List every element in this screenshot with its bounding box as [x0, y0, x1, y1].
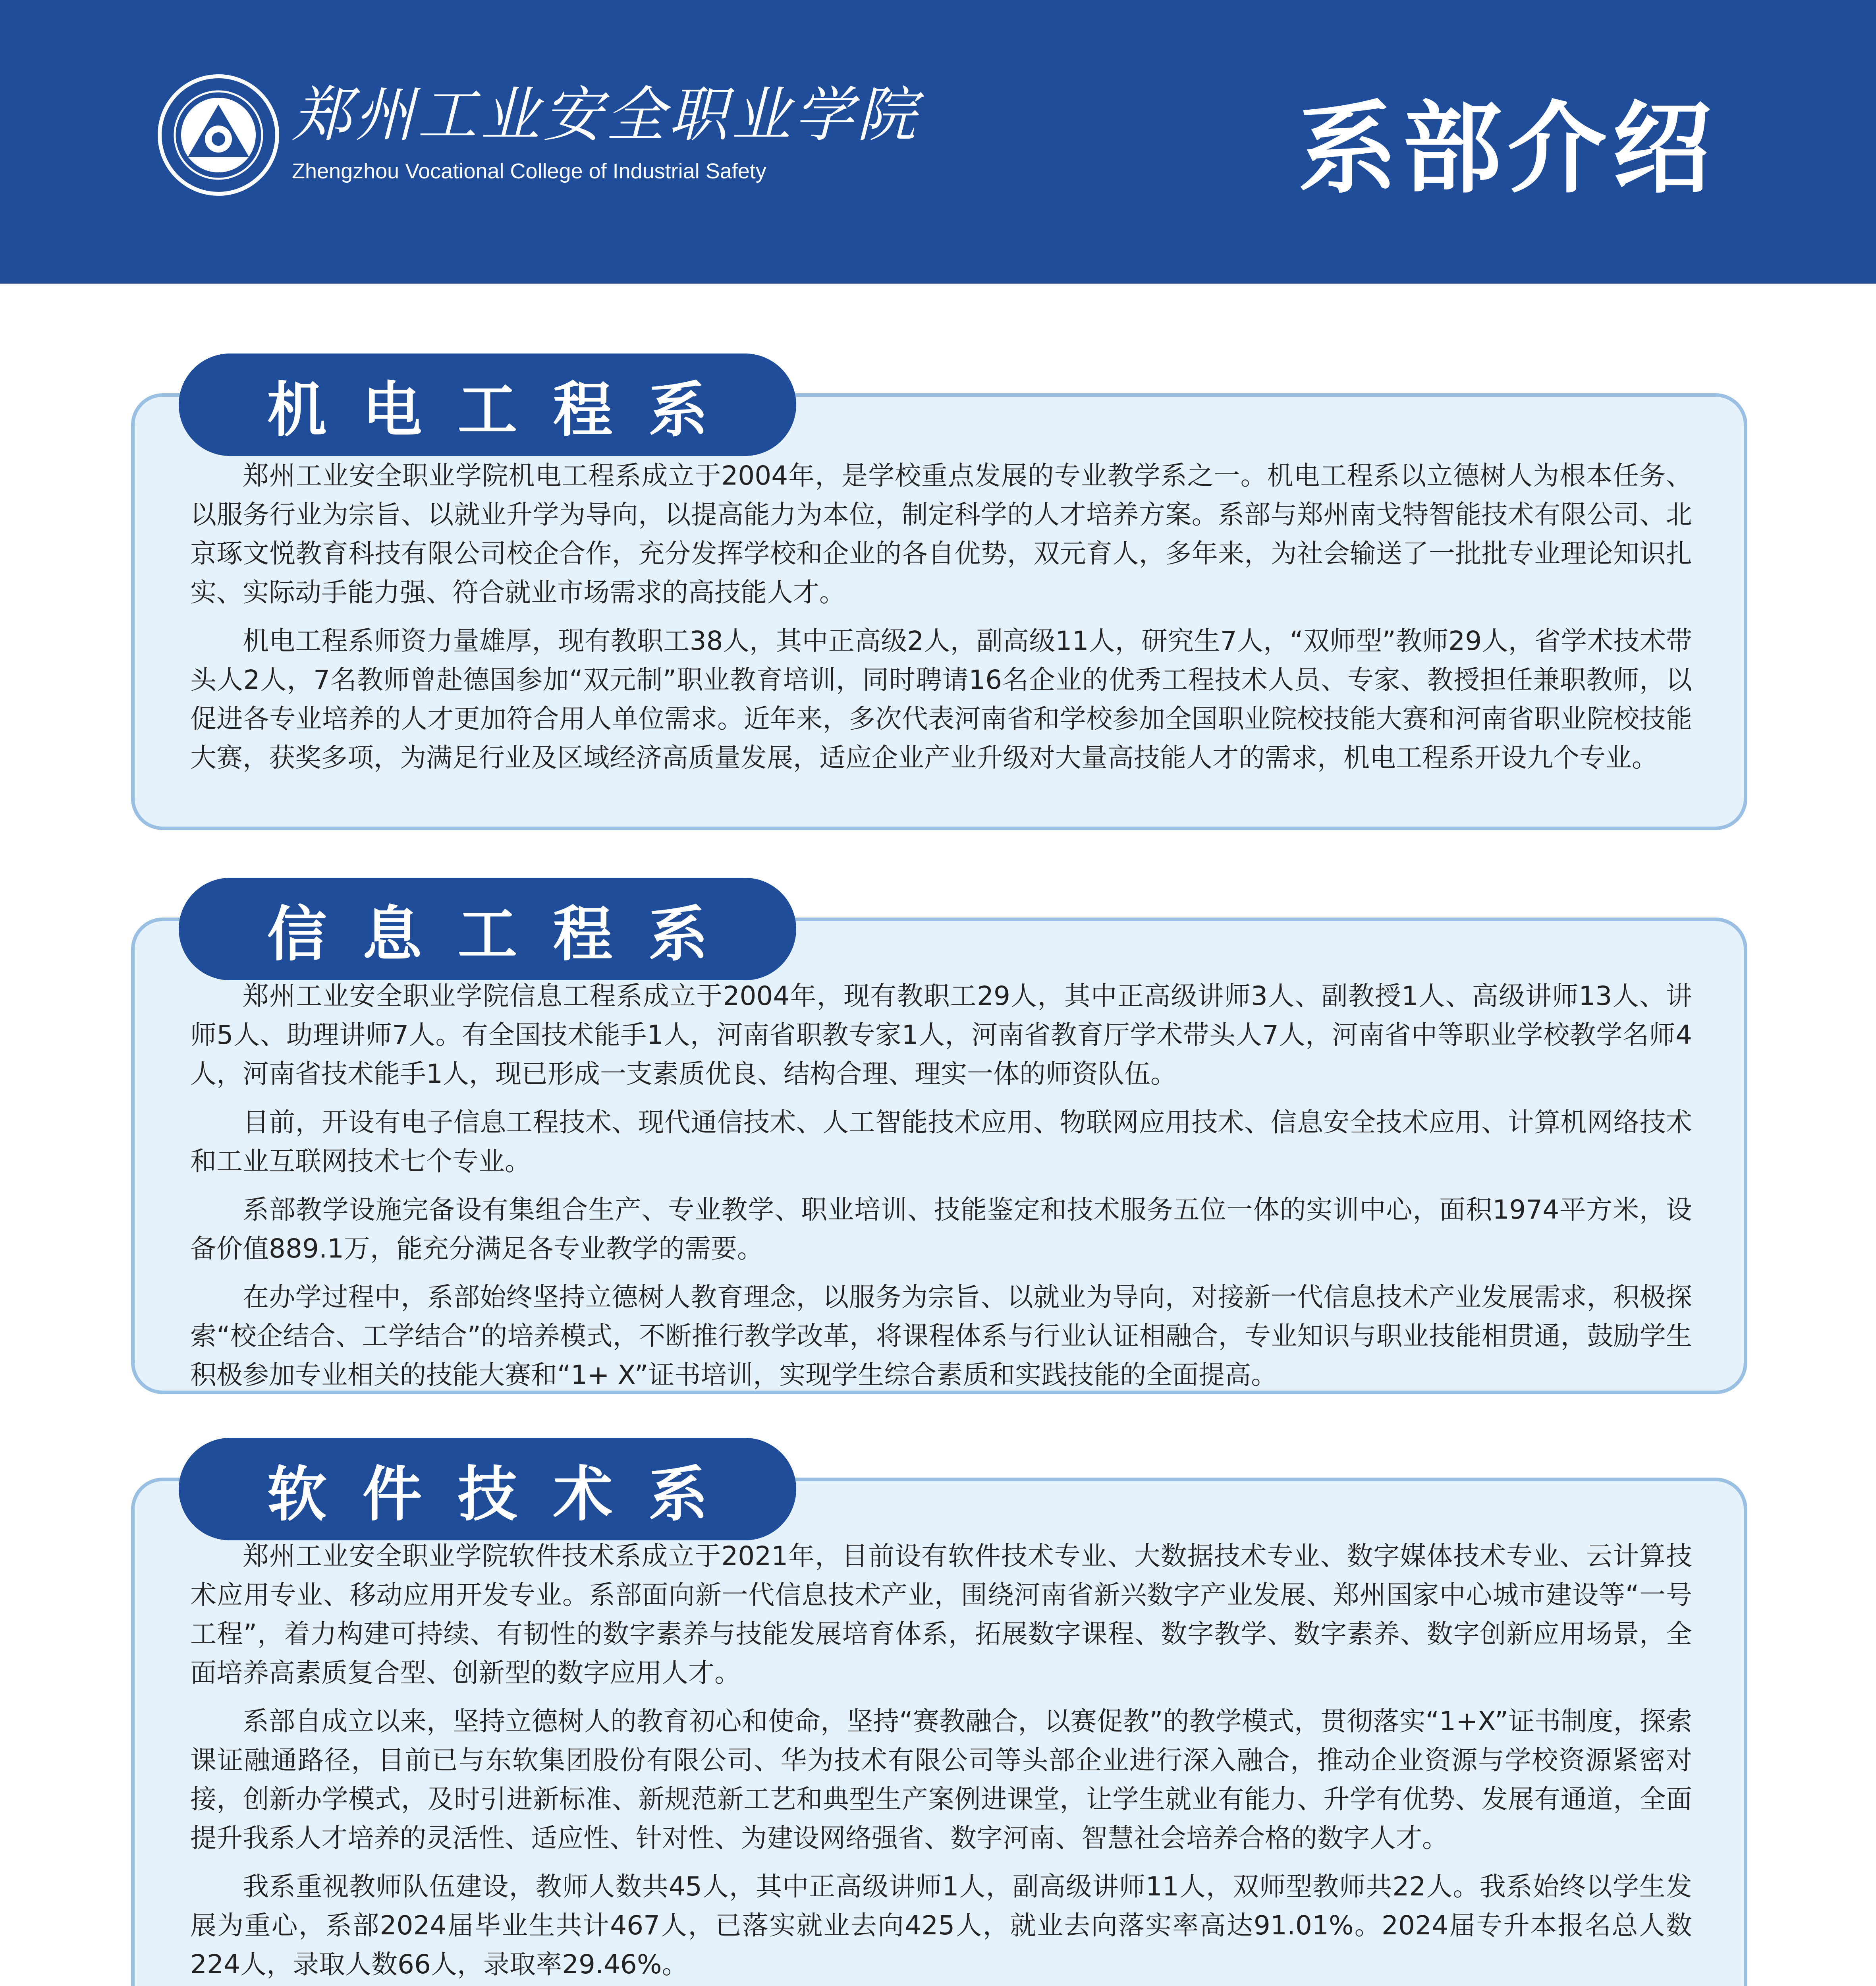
paragraph: 在办学过程中，系部始终坚持立德树人教育理念，以服务为宗旨、以就业为导向，对接新一代信息技术产业发展需求，积极探索“校企结合、工学结合”的培养模式，不断推行教学改革，将课程体系与行业认证相融合，专业知识与职业技能相贯通，鼓励学生积极参加专业相关的技能大赛和“1+ X”证书培训，实现学生综合素质和实践技能的全面提高。 — [190, 1282, 1692, 1390]
section-jidian — [131, 354, 1747, 830]
paragraph: 郑州工业安全职业学院机电工程系成立于2004年，是学校重点发展的专业教学系之一。机电工程系以立德树人为根本任务、以服务行业为宗旨、以就业升学为导向，以提高能力为本位，制定科学的人才培养方案。系部与郑州南戈特智能技术有限公司、北京琢文悦教育科技有限公司校企合作，充分发挥学校和企业的各自优势，双元育人，多年来，为社会输送了一批批专业理论知识扎实、实际动手能力强、符合就业市场需求的高技能人才。 — [190, 460, 1692, 608]
section-box — [131, 918, 1747, 1394]
section-title-badge — [179, 354, 796, 456]
page-title: 系部介绍 — [1298, 91, 1717, 207]
section-content — [190, 456, 1692, 787]
paragraph: 机电工程系师资力量雄厚，现有教职工38人，其中正高级2人，副高级11人，研究生7人，“双师型”教师29人，省学术技术带头人2人，7名教师曾赴德国参加“双元制”职业教育培训，同时聘请16名企业的优秀工程技术人员、专家、教授担任兼职教师，以促进各专业培养的人才更加符合用人单位需求。近年来，多次代表河南省和学校参加全国职业院校技能大赛和河南省职业院校技能大赛，获奖多项，为满足行业及区域经济高质量发展，适应企业产业升级对大量高技能人才的需求，机电工程系开设九个专业。 — [190, 626, 1692, 773]
section-title-badge — [179, 1438, 796, 1540]
paragraph: 系部自成立以来，坚持立德树人的教育初心和使命，坚持“赛教融合，以赛促教”的教学模式，贯彻落实“1+X”证书制度，探索课证融通路径，目前已与东软集团股份有限公司、华为技术有限公司等头部企业进行深入融合，推动企业资源与学校资源紧密对接，创新办学模式，及时引进新标准、新规范新工艺和典型生产案例进课堂，让学生就业有能力、升学有优势、发展有通道，全面提升我系人才培养的灵活性、适应性、针对性、为建设网络强省、数字河南、智慧社会培养合格的数字人才。 — [190, 1706, 1692, 1853]
paragraph: 郑州工业安全职业学院软件技术系成立于2021年，目前设有软件技术专业、大数据技术专业、数字媒体技术专业、云计算技术应用专业、移动应用开发专业。系部面向新一代信息技术产业，围绕河南省新兴数字产业发展、郑州国家中心城市建设等“一号工程”，着力构建可持续、有韧性的数字素养与技能发展培育体系，拓展数字课程、数字教学、数字素养、数字创新应用场景，全面培养高素质复合型、创新型的数字应用人才。 — [190, 1541, 1692, 1688]
paragraph: 我系重视教师队伍建设，教师人数共45人，其中正高级讲师1人，副高级讲师11人，双师型教师共22人。我系始终以学生发展为重心，系部2024届毕业生共计467人，已落实就业去向425人，就业去向落实率高达91.01%。2024届专升本报名总人数224人，录取人数66人，录取率29.46%。 — [190, 1871, 1692, 1980]
section-title: 软件技术系 — [267, 1460, 744, 1529]
section-xinxi — [131, 878, 1747, 1394]
section-content — [190, 977, 1692, 1404]
school-name-cn: 郑州工业安全职业学院 — [292, 81, 920, 150]
school-name-en: Zhengzhou Vocational College of Industrial Safety — [292, 159, 766, 183]
paragraph: 郑州工业安全职业学院信息工程系成立于2004年，现有教职工29人，其中正高级讲师3人、副教授1人、高级讲师13人、讲师5人、助理讲师7人。有全国技术能手1人，河南省职教专家1人，河南省教育厅学术带头人7人，河南省中等职业学校教学名师4人，河南省技术能手1人，现已形成一支素质优良、结构合理、理实一体的师资队伍。 — [190, 981, 1692, 1089]
section-ruanjian — [131, 1438, 1747, 1986]
section-content — [190, 1537, 1692, 1986]
school-emblem-icon — [157, 73, 280, 197]
section-title: 信息工程系 — [267, 900, 744, 969]
section-title: 机电工程系 — [267, 376, 744, 445]
section-box — [131, 393, 1747, 830]
section-title-badge — [179, 878, 796, 980]
paragraph: 目前，开设有电子信息工程技术、现代通信技术、人工智能技术应用、物联网应用技术、信息安全技术应用、计算机网络技术和工业互联网技术七个专业。 — [190, 1107, 1692, 1177]
page-header — [0, 0, 1876, 284]
section-box — [131, 1478, 1747, 1986]
paragraph: 系部教学设施完备设有集组合生产、专业教学、职业培训、技能鉴定和技术服务五位一体的实训中心，面积1974平方米，设备价值889.1万，能充分满足各专业教学的需要。 — [190, 1194, 1692, 1264]
